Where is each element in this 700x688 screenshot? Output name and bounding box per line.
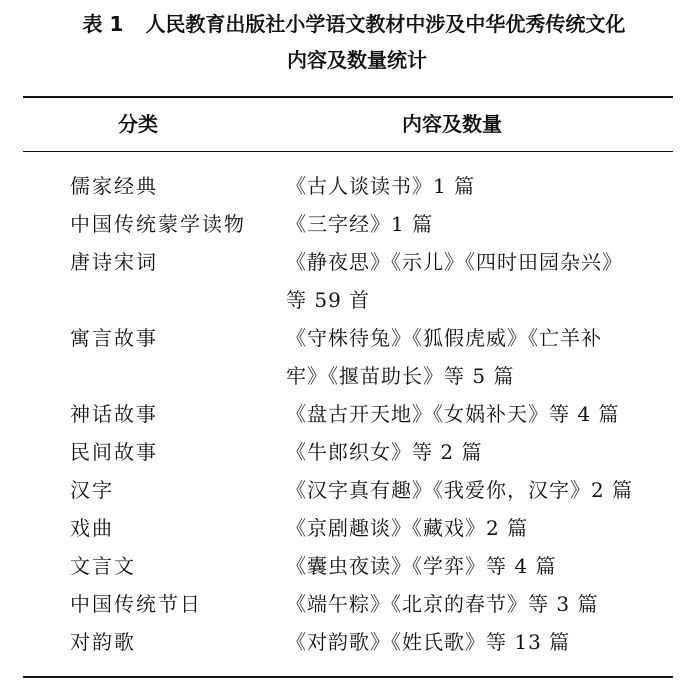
category-cell: 儒家经典 — [70, 174, 158, 198]
content-line: 《对韵歌》《姓氏歌》等 13 篇 — [286, 630, 571, 654]
table-header-rule — [23, 151, 673, 152]
table-row — [0, 585, 700, 623]
table-row — [0, 509, 700, 547]
table-title-line-2: 内容及数量统计 — [287, 48, 427, 72]
content-cell — [286, 395, 650, 433]
content-cell — [286, 509, 650, 547]
header-content: 内容及数量 — [402, 112, 502, 136]
table-row — [0, 205, 700, 243]
content-line: 《静夜思》《示儿》《四时田园杂兴》 — [286, 250, 623, 274]
table-row — [0, 547, 700, 585]
content-cell — [286, 433, 650, 471]
content-line: 《盘古开天地》《女娲补天》等 4 篇 — [286, 402, 620, 426]
table-row — [0, 433, 700, 471]
content-line: 《古人谈读书》1 篇 — [286, 174, 476, 198]
table-number: 表 1 — [82, 12, 124, 36]
content-cell — [286, 167, 650, 205]
content-line: 《囊虫夜读》《学弈》等 4 篇 — [286, 554, 557, 578]
table-top-rule — [23, 96, 673, 98]
content-line: 《端午粽》《北京的春节》等 3 篇 — [286, 592, 599, 616]
content-line: 《京剧趣谈》《藏戏》2 篇 — [286, 516, 529, 540]
content-cell — [286, 471, 650, 509]
category-cell: 文言文 — [70, 554, 136, 578]
category-cell: 对韵歌 — [70, 630, 136, 654]
table-row — [0, 623, 700, 661]
content-line: 《牛郎织女》等 2 篇 — [286, 440, 483, 464]
caption-line-1 — [0, 6, 700, 42]
category-cell: 戏曲 — [70, 516, 114, 540]
table-caption — [0, 6, 700, 78]
category-cell: 汉字 — [70, 478, 114, 502]
table-title-line-1: 人民教育出版社小学语文教材中涉及中华优秀传统文化 — [145, 12, 626, 36]
content-cell — [286, 243, 650, 319]
table-body — [0, 167, 700, 661]
content-cell — [286, 623, 650, 661]
category-cell: 中国传统蒙学读物 — [70, 212, 246, 236]
category-cell: 中国传统节日 — [70, 592, 202, 616]
table-row — [0, 471, 700, 509]
category-cell: 民间故事 — [70, 440, 158, 464]
content-line: 《守株待兔》《狐假虎威》《亡羊补 — [286, 326, 602, 350]
table-row — [0, 319, 700, 395]
content-cell — [286, 585, 650, 623]
content-line: 牢》《揠苗助长》等 5 篇 — [286, 364, 515, 388]
table-row — [0, 243, 700, 319]
category-cell: 寓言故事 — [70, 326, 158, 350]
content-cell — [286, 319, 650, 395]
content-cell — [286, 547, 650, 585]
table-bottom-rule — [23, 676, 673, 678]
table-row — [0, 167, 700, 205]
table-row — [0, 395, 700, 433]
header-category: 分类 — [118, 112, 158, 136]
content-line: 《汉字真有趣》《我爱你，汉字》2 篇 — [286, 478, 634, 502]
category-cell: 唐诗宋词 — [70, 250, 158, 274]
category-cell: 神话故事 — [70, 402, 158, 426]
content-line: 《三字经》1 篇 — [286, 212, 434, 236]
content-cell — [286, 205, 650, 243]
content-line: 等 59 首 — [286, 288, 371, 312]
